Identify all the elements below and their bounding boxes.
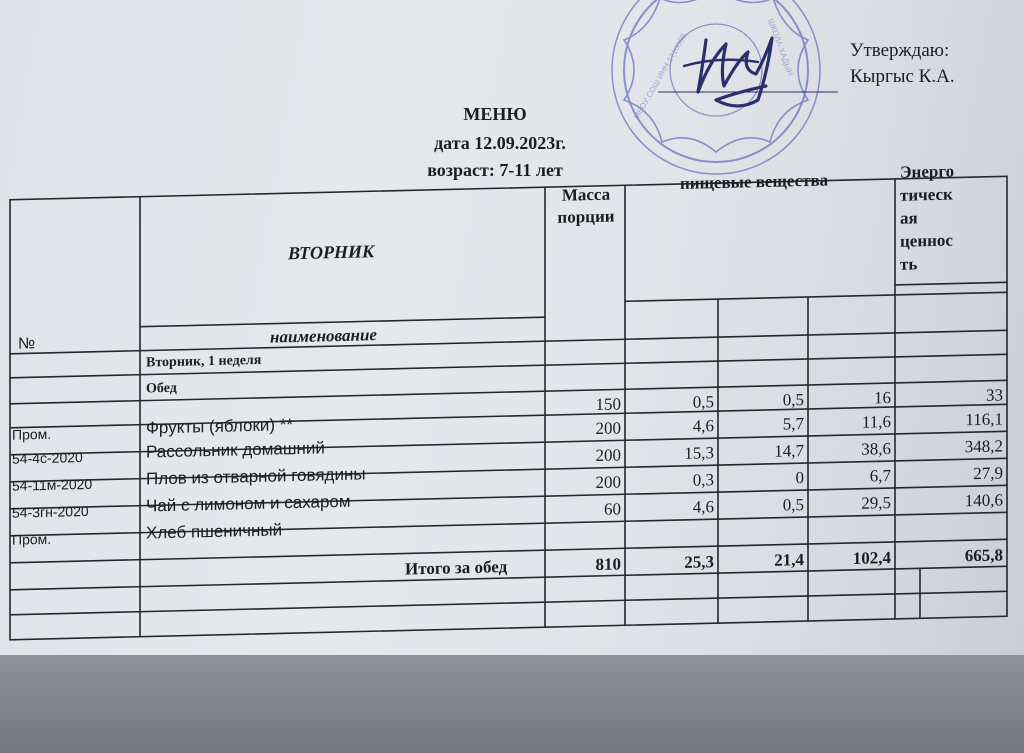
- day-heading: ВТОРНИК: [288, 241, 375, 264]
- total-nutrient-3: 102,4: [852, 548, 891, 568]
- dish-mass: 200: [595, 472, 621, 492]
- dish-mass: 60: [604, 499, 621, 519]
- week-label: Вторник, 1 неделя: [146, 352, 262, 371]
- dish-energy: 348,2: [964, 436, 1003, 457]
- dish-code: 54-4с-2020: [12, 449, 83, 467]
- mass-column-header: Масса порции: [557, 184, 615, 227]
- dish-v1: 0,5: [692, 392, 714, 412]
- menu-title: МЕНЮ: [463, 104, 527, 124]
- dish-v2: 14,7: [774, 441, 804, 461]
- number-column-header: №: [18, 335, 36, 353]
- total-label: Итого за обед: [405, 557, 508, 579]
- approval-title: Утверждаю:: [850, 40, 950, 61]
- total-mass: 810: [595, 554, 621, 574]
- dish-name: Рассольник домашний: [146, 438, 325, 462]
- dish-v2: 0: [795, 468, 804, 488]
- dish-name: Фрукты (яблоки) **: [146, 415, 293, 438]
- dish-energy: 27,9: [973, 463, 1003, 484]
- dish-v3: 38,6: [861, 439, 891, 459]
- dish-mass: 200: [595, 445, 621, 465]
- dish-v1: 0,3: [692, 470, 714, 490]
- dish-energy: 116,1: [965, 409, 1003, 430]
- dish-code: Пром.: [12, 425, 52, 443]
- dish-code: Пром.: [12, 530, 52, 548]
- dish-v3: 16: [874, 388, 891, 408]
- energy-column-header: Энерго тическ ая ценнос ть: [900, 161, 955, 274]
- dish-energy: 140,6: [964, 490, 1003, 511]
- dish-name: Хлеб пшеничный: [146, 520, 283, 543]
- dish-code: 54-3гн-2020: [12, 502, 89, 521]
- dish-mass: 150: [595, 394, 621, 414]
- dish-energy: 33: [986, 385, 1003, 405]
- dish-v2: 0,5: [782, 390, 804, 410]
- dish-v2: 5,7: [782, 414, 804, 434]
- nutrients-column-header: пищевые вещества: [680, 170, 829, 193]
- dish-name: Плов из отварной говядины: [146, 464, 366, 489]
- dish-v3: 11,6: [861, 412, 891, 432]
- total-nutrient-1: 25,3: [684, 552, 714, 572]
- name-column-header: наименование: [270, 325, 377, 347]
- svg-text:МБОУ СОШ ИНН 1710069: МБОУ СОШ ИНН 1710069: [631, 32, 689, 122]
- approval-person: Кыргыс К.А.: [850, 66, 955, 87]
- menu-date: дата 12.09.2023г.: [434, 133, 566, 153]
- dish-v2: 0,5: [782, 495, 804, 515]
- meal-label: Обед: [146, 380, 177, 397]
- dish-mass: 200: [595, 418, 621, 438]
- dish-v1: 4,6: [692, 497, 714, 517]
- dish-name: Чай с лимоном и сахаром: [146, 491, 351, 516]
- dish-v3: 29,5: [861, 493, 891, 513]
- dish-v1: 4,6: [692, 416, 714, 436]
- menu-age: возраст: 7-11 лет: [427, 160, 563, 180]
- dish-v1: 15,3: [684, 443, 714, 463]
- dish-v3: 6,7: [869, 466, 891, 486]
- svg-text:ШКОЛА ХАДЫН: ШКОЛА ХАДЫН: [766, 17, 796, 78]
- total-nutrient-2: 21,4: [774, 550, 804, 570]
- dish-code: 54-11м-2020: [12, 475, 93, 494]
- total-energy: 665,8: [964, 545, 1003, 566]
